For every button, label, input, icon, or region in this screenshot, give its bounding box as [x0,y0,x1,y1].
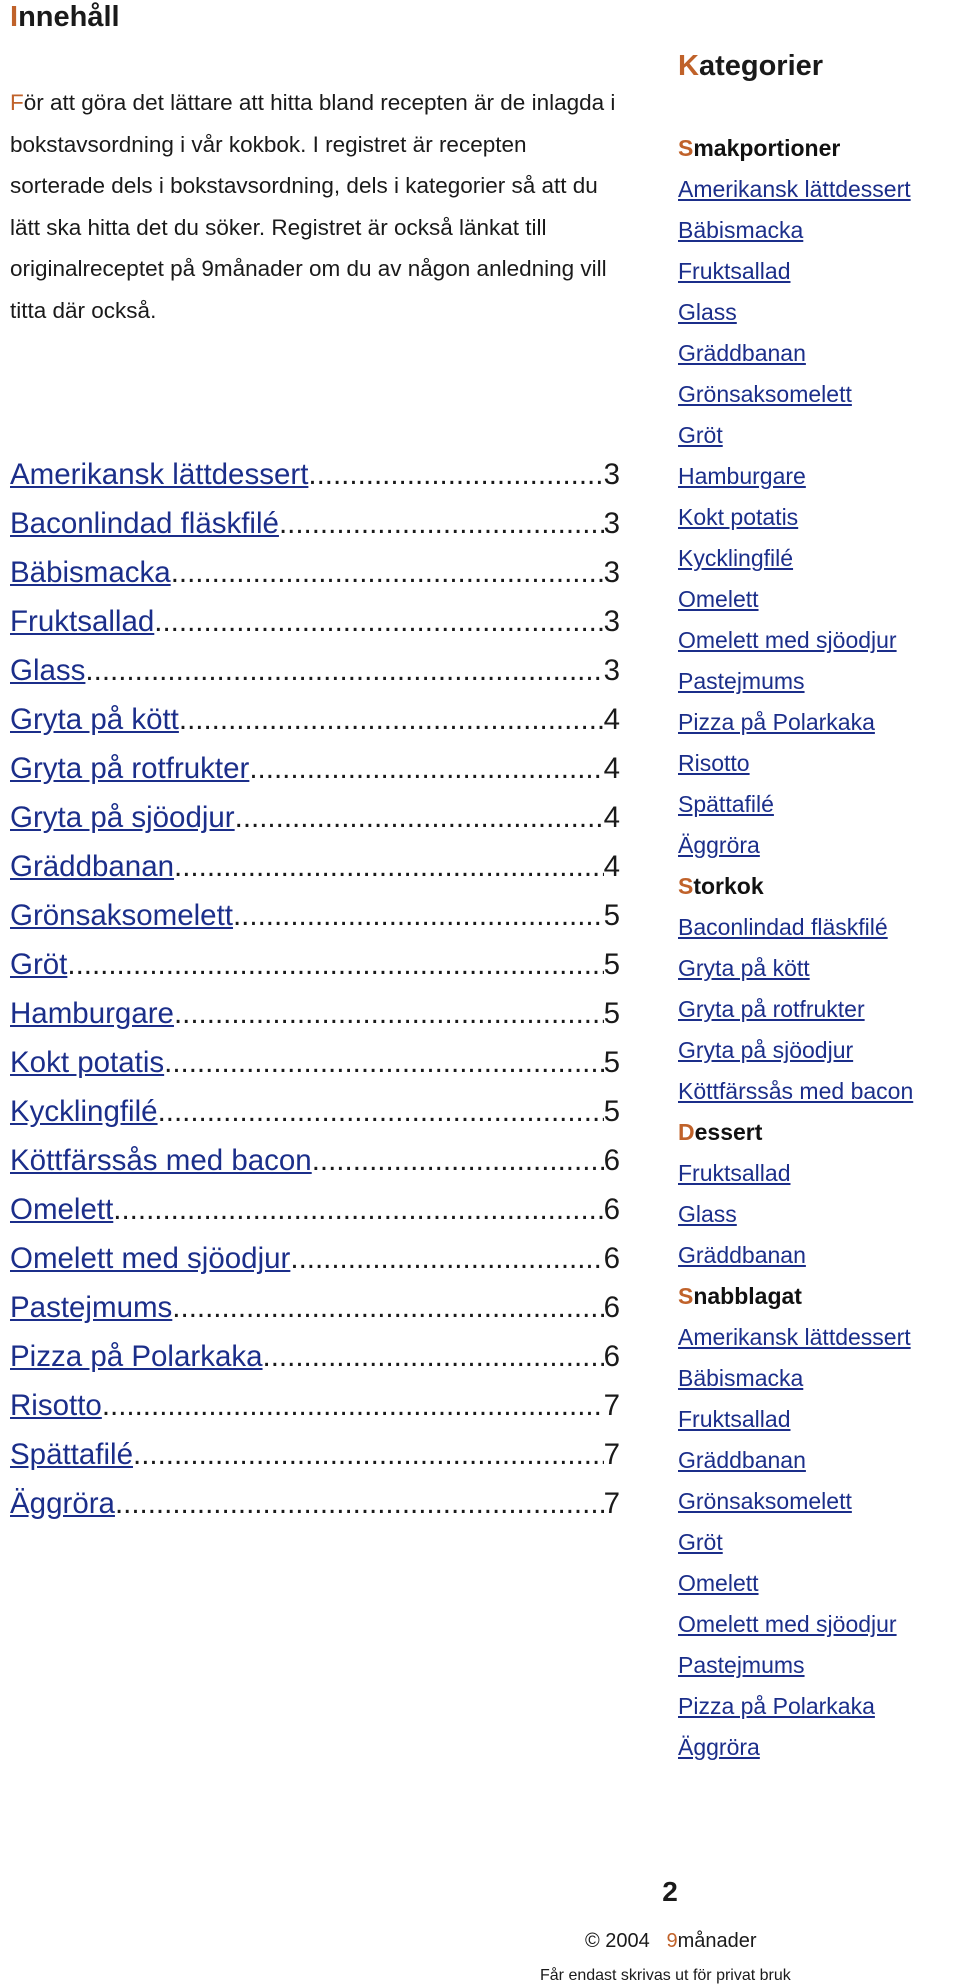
category-item [678,743,958,784]
toc-leader-dots [174,842,604,891]
category-item-link[interactable]: Äggröra [678,1734,760,1760]
category-item [678,456,958,497]
category-item-link[interactable]: Omelett med sjöodjur [678,627,897,653]
category-item [678,538,958,579]
toc-entry [10,450,620,499]
toc-entry [10,793,620,842]
toc-page-number: 6 [603,1193,620,1226]
category-item-link[interactable]: Pastejmums [678,668,805,694]
toc-entry-link[interactable]: Pizza på Polarkaka [10,1340,263,1373]
toc-page-number: 6 [603,1340,620,1373]
brand-name: 9månader [666,1930,757,1952]
toc-section [10,0,620,331]
toc-entry [10,695,620,744]
toc-entry [10,646,620,695]
toc-leader-dots [235,793,604,842]
toc-page-number: 5 [603,1095,620,1128]
toc-page-number: 6 [603,1291,620,1324]
category-item [678,907,958,948]
toc-entry [10,597,620,646]
toc-entry-link[interactable]: Spättafilé [10,1438,133,1471]
toc-leader-dots [172,1283,603,1332]
toc-page-number: 3 [603,556,620,589]
toc-entry [10,1283,620,1332]
category-item-link[interactable]: Gröt [678,1529,723,1555]
toc-entry-link[interactable]: Glass [10,654,86,687]
toc-entry [10,1185,620,1234]
category-item [678,415,958,456]
category-item [678,825,958,866]
page-footer [0,1868,960,1987]
toc-leader-dots [67,940,603,989]
toc-entry [10,548,620,597]
toc-leader-dots [113,1185,603,1234]
category-item-link[interactable]: Gryta på rotfrukter [678,996,865,1022]
category-heading: Dessert [678,1119,763,1145]
category-item-link[interactable]: Pizza på Polarkaka [678,1693,875,1719]
category-item-link[interactable]: Baconlindad fläskfilé [678,914,888,940]
toc-entry [10,744,620,793]
category-item-link[interactable]: Glass [678,299,737,325]
toc-page-number: 5 [603,997,620,1030]
category-item [678,620,958,661]
categories-section [678,44,958,1768]
category-item-link[interactable]: Bäbismacka [678,1365,804,1391]
toc-entry-link[interactable]: Gryta på sjöodjur [10,801,235,834]
toc-entry-link[interactable]: Fruktsallad [10,605,155,638]
category-item [678,1727,958,1768]
toc-leader-dots [263,1332,604,1381]
toc-page-number: 3 [603,458,620,491]
toc-entry [10,1234,620,1283]
page-number: 2 [662,1876,678,1907]
toc-page-number: 7 [603,1389,620,1422]
category-item [678,989,958,1030]
toc-page-number: 5 [603,899,620,932]
category-item [678,374,958,415]
toc-entry [10,1038,620,1087]
category-item [678,1235,958,1276]
toc-page-number: 6 [603,1242,620,1275]
toc-entry-link[interactable]: Omelett med sjöodjur [10,1242,291,1275]
category-item-link[interactable]: Fruktsallad [678,258,791,284]
toc-entry [10,1136,620,1185]
toc-page-number: 7 [603,1487,620,1520]
copyright-prefix: © 2004 [585,1930,650,1952]
category-item-link[interactable]: Spättafilé [678,791,774,817]
toc-entry [10,1430,620,1479]
toc-leader-dots [179,695,604,744]
category-item-link[interactable]: Omelett med sjöodjur [678,1611,897,1637]
toc-page-number: 4 [603,703,620,736]
toc-entry-link[interactable]: Gryta på rotfrukter [10,752,250,785]
toc-page-number: 3 [603,605,620,638]
category-item-link[interactable]: Köttfärssås med bacon [678,1078,914,1104]
toc-leader-dots [171,548,604,597]
category-item [678,1686,958,1727]
category-item [678,784,958,825]
toc-list [10,450,620,1528]
category-item-link[interactable]: Omelett [678,586,759,612]
toc-entry [10,891,620,940]
toc-leader-dots [115,1479,604,1528]
toc-leader-dots [102,1381,604,1430]
category-item [678,948,958,989]
toc-leader-dots [308,450,603,499]
toc-entry-link[interactable]: Pastejmums [10,1291,173,1324]
category-item-link[interactable]: Amerikansk lättdessert [678,1324,911,1350]
category-item [678,702,958,743]
toc-page-number: 4 [603,801,620,834]
category-item [678,1358,958,1399]
toc-entry-link[interactable]: Grönsaksomelett [10,899,233,932]
category-item-link[interactable]: Fruktsallad [678,1406,791,1432]
toc-page-number: 7 [603,1438,620,1471]
category-heading: Snabblagat [678,1283,802,1309]
toc-entry-link[interactable]: Risotto [10,1389,102,1422]
category-item [678,1030,958,1071]
category-item [678,1153,958,1194]
category-item-link[interactable]: Amerikansk lättdessert [678,176,911,202]
category-item-link[interactable]: Gräddbanan [678,1242,806,1268]
toc-entry-link[interactable]: Gräddbanan [10,850,175,883]
category-item [678,1071,958,1112]
toc-page-number: 4 [603,752,620,785]
category-item-link[interactable]: Pizza på Polarkaka [678,709,875,735]
toc-entry-link[interactable]: Amerikansk lättdessert [10,458,309,491]
category-heading: Smakportioner [678,135,841,161]
toc-page-number: 5 [603,1046,620,1079]
category-item [678,1481,958,1522]
toc-page-number: 4 [603,850,620,883]
toc-entry [10,1381,620,1430]
toc-title: Innehåll [10,1,120,33]
toc-entry-link[interactable]: Hamburgare [10,997,174,1030]
toc-entry [10,842,620,891]
category-item-link[interactable]: Omelett [678,1570,759,1596]
category-item [678,251,958,292]
category-item-link[interactable]: Risotto [678,750,750,776]
category-item-link[interactable]: Bäbismacka [678,217,804,243]
category-item-link[interactable]: Kokt potatis [678,504,799,530]
toc-page-number: 3 [603,507,620,540]
category-item [678,1194,958,1235]
category-item [678,1645,958,1686]
toc-entry [10,1479,620,1528]
category-item-link[interactable]: Glass [678,1201,737,1227]
toc-leader-dots [290,1234,603,1283]
print-notice: Får endast skrivas ut för privat bruk [540,1967,791,1984]
toc-entry-link[interactable]: Bäbismacka [10,556,171,589]
category-item [678,1563,958,1604]
category-item [678,1604,958,1645]
toc-leader-dots [164,1038,603,1087]
toc-entry [10,989,620,1038]
toc-leader-dots [133,1430,604,1479]
copyright [585,1930,757,1953]
category-item-link[interactable]: Gräddbanan [678,1447,806,1473]
toc-entry-link[interactable]: Baconlindad fläskfilé [10,507,279,540]
toc-entry-link[interactable]: Kycklingfilé [10,1095,158,1128]
category-item [678,1399,958,1440]
toc-leader-dots [233,891,604,940]
toc-entry [10,1332,620,1381]
category-item [678,579,958,620]
toc-entry [10,499,620,548]
category-item [678,661,958,702]
category-item-link[interactable]: Grönsaksomelett [678,381,852,407]
toc-page-number: 6 [603,1144,620,1177]
category-heading: Storkok [678,873,764,899]
category-item-link[interactable]: Hamburgare [678,463,806,489]
category-item [678,292,958,333]
category-item-link[interactable]: Fruktsallad [678,1160,791,1186]
category-item-link[interactable]: Grönsaksomelett [678,1488,852,1514]
toc-entry-link[interactable]: Äggröra [10,1487,115,1520]
toc-page-number: 3 [603,654,620,687]
category-item-link[interactable]: Pastejmums [678,1652,805,1678]
category-item [678,1440,958,1481]
toc-leader-dots [312,1136,604,1185]
category-item-link[interactable]: Gräddbanan [678,340,806,366]
toc-leader-dots [154,597,603,646]
category-item [678,1522,958,1563]
toc-leader-dots [279,499,604,548]
toc-entry-link[interactable]: Omelett [10,1193,114,1226]
toc-entry [10,940,620,989]
category-item [678,333,958,374]
category-item-link[interactable]: Äggröra [678,832,760,858]
toc-leader-dots [174,989,604,1038]
category-item-link[interactable]: Gröt [678,422,723,448]
toc-leader-dots [249,744,603,793]
toc-intro: För att göra det lättare att hitta bland recepten är de inlagda i bokstavsordning i vår kokbok. I registret är recepten sorterade dels i bokstavsordning, dels i kategorier så att du lätt ska hitta det du söker. Registret är också länkat till originalreceptet på 9månader om du av någon anledning vill titta där också. [10,90,616,323]
category-item [678,169,958,210]
toc-leader-dots [85,646,603,695]
toc-entry-link[interactable]: Kokt potatis [10,1046,165,1079]
toc-page-number: 5 [603,948,620,981]
categories-list [678,128,958,1768]
toc-entry-link[interactable]: Köttfärssås med bacon [10,1144,312,1177]
category-item [678,1317,958,1358]
category-item-link[interactable]: Gryta på sjöodjur [678,1037,854,1063]
category-item-link[interactable]: Gryta på kött [678,955,810,981]
category-item [678,497,958,538]
category-item [678,210,958,251]
toc-entry-link[interactable]: Gröt [10,948,68,981]
toc-entry [10,1087,620,1136]
toc-leader-dots [158,1087,604,1136]
toc-entry-link[interactable]: Gryta på kött [10,703,179,736]
categories-title: Kategorier [678,50,824,82]
category-item-link[interactable]: Kycklingfilé [678,545,794,571]
